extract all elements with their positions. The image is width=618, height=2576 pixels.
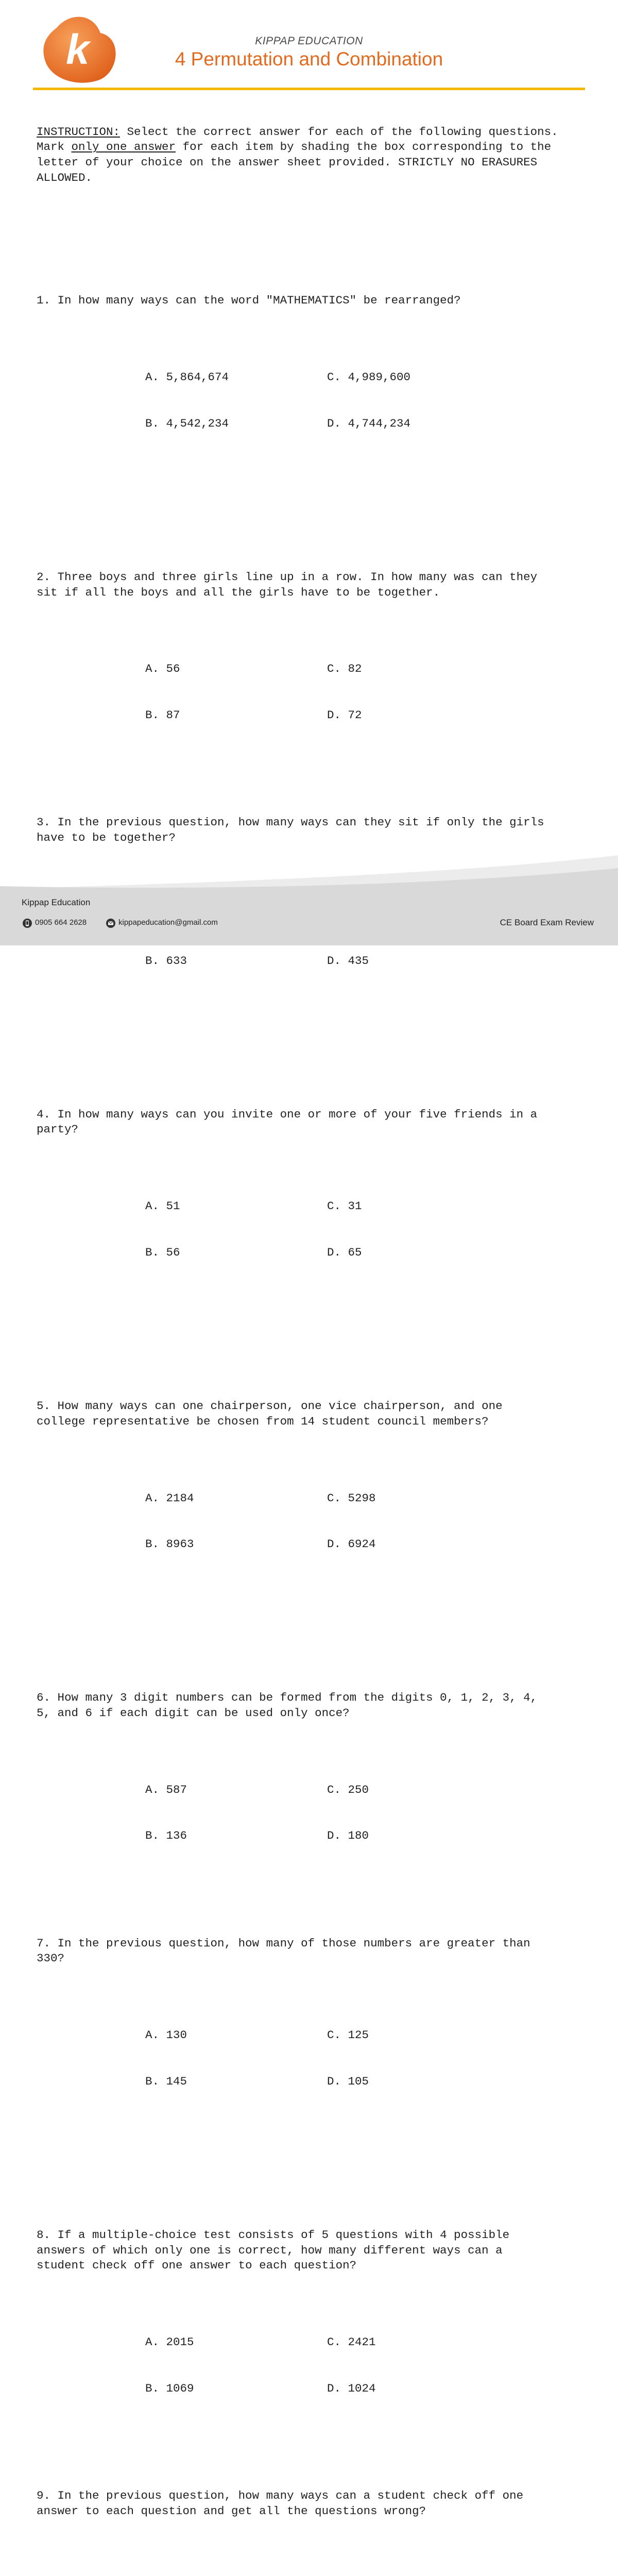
- option-c: C. 125: [327, 2028, 369, 2043]
- option-d: D. 65: [327, 1245, 362, 1261]
- footer-tagline: CE Board Exam Review: [500, 918, 594, 928]
- email-icon: [106, 918, 116, 928]
- option-b: B. 1069: [145, 2381, 327, 2397]
- option-b: B. 87: [145, 708, 327, 723]
- document-body: [37, 94, 588, 2576]
- question-2-options: [37, 631, 588, 754]
- phone-icon: [22, 918, 32, 928]
- option-b: B. 633: [145, 954, 327, 969]
- page-header: [0, 0, 618, 93]
- question-4-options: [37, 1168, 588, 1291]
- question-1-options: [37, 340, 588, 462]
- instruction: [37, 125, 588, 186]
- option-a: A. 5,864,674: [145, 370, 327, 385]
- footer-organization: Kippap Education: [22, 897, 90, 908]
- option-d: D. 180: [327, 1828, 369, 1844]
- option-a: A. 587: [145, 1783, 327, 1798]
- question-7-options: [37, 1997, 588, 2120]
- question-6-options: [37, 1752, 588, 1874]
- option-d: D. 1024: [327, 2381, 376, 2397]
- option-b: B. 8963: [145, 1537, 327, 1552]
- header-divider: [33, 88, 585, 90]
- question-1: 1. In how many ways can the word "MATHEMATICS" be rearranged?: [37, 293, 588, 309]
- logo-letter: k: [66, 26, 92, 73]
- question-4: 4. In how many ways can you invite one or more of your five friends in a party?: [37, 1107, 588, 1138]
- question-3: 3. In the previous question, how many ways can they sit if only the girls have to be together?: [37, 815, 588, 846]
- question-5-options: [37, 1460, 588, 1583]
- instruction-emphasis: only one answer: [72, 140, 176, 154]
- option-d: D. 105: [327, 2074, 369, 2090]
- question-7: 7. In the previous question, how many of those numbers are greater than 330?: [37, 1936, 588, 1967]
- option-d: D. 4,744,234: [327, 416, 410, 432]
- instruction-label: INSTRUCTION:: [37, 125, 120, 139]
- option-b: B. 145: [145, 2074, 327, 2090]
- question-5: 5. How many ways can one chairperson, one vice chairperson, and one college representative be chosen from 14 student council members?: [37, 1399, 588, 1430]
- footer-email: kippapeducation@gmail.com: [118, 918, 218, 927]
- option-d: D. 6924: [327, 1537, 376, 1552]
- option-c: C. 250: [327, 1783, 369, 1798]
- option-a: A. 56: [145, 662, 327, 677]
- option-a: A. 51: [145, 1199, 327, 1214]
- question-8: 8. If a multiple-choice test consists of 5 questions with 4 possible answers of which only one is correct, how many different ways can a student check off one answer to each question?: [37, 2228, 588, 2274]
- option-c: C. 4,989,600: [327, 370, 410, 385]
- option-d: D. 72: [327, 708, 362, 723]
- question-8-options: [37, 2304, 588, 2427]
- question-9: 9. In the previous question, how many ways can a student check off one answer to each question and get all the questions wrong?: [37, 2488, 588, 2519]
- option-b: B. 136: [145, 1828, 327, 1844]
- instruction-text-2: for each item by shading the box corresponding to the letter of your choice on the answer sheet provided. STRICTLY NO ERASURES ALLOWED.: [37, 140, 551, 184]
- instruction-text-1: Select the correct answer for each of the following questions. Mark: [37, 125, 558, 154]
- question-2: 2. Three boys and three girls line up in a row. In how many was can they sit if all the boys and all the girls have to be together.: [37, 570, 588, 601]
- option-a: A. 2184: [145, 1491, 327, 1506]
- option-c: C. 5298: [327, 1491, 376, 1506]
- question-9-options: [37, 2550, 588, 2576]
- option-a: A. 2015: [145, 2335, 327, 2350]
- option-a: A. 130: [145, 2028, 327, 2043]
- page-title: 4 Permutation and Combination: [0, 48, 618, 70]
- footer-background: [0, 853, 618, 945]
- option-d: D. 435: [327, 954, 369, 969]
- option-b: B. 4,542,234: [145, 416, 327, 432]
- question-6: 6. How many 3 digit numbers can be formed from the digits 0, 1, 2, 3, 4, 5, and 6 if each digit can be used only once?: [37, 1690, 588, 1721]
- option-c: C. 82: [327, 662, 362, 677]
- organization-name: KIPPAP EDUCATION: [0, 35, 618, 47]
- option-c: C. 31: [327, 1199, 362, 1214]
- option-c: C. 2421: [327, 2335, 376, 2350]
- option-b: B. 56: [145, 1245, 327, 1261]
- footer-phone: 0905 664 2628: [35, 918, 87, 927]
